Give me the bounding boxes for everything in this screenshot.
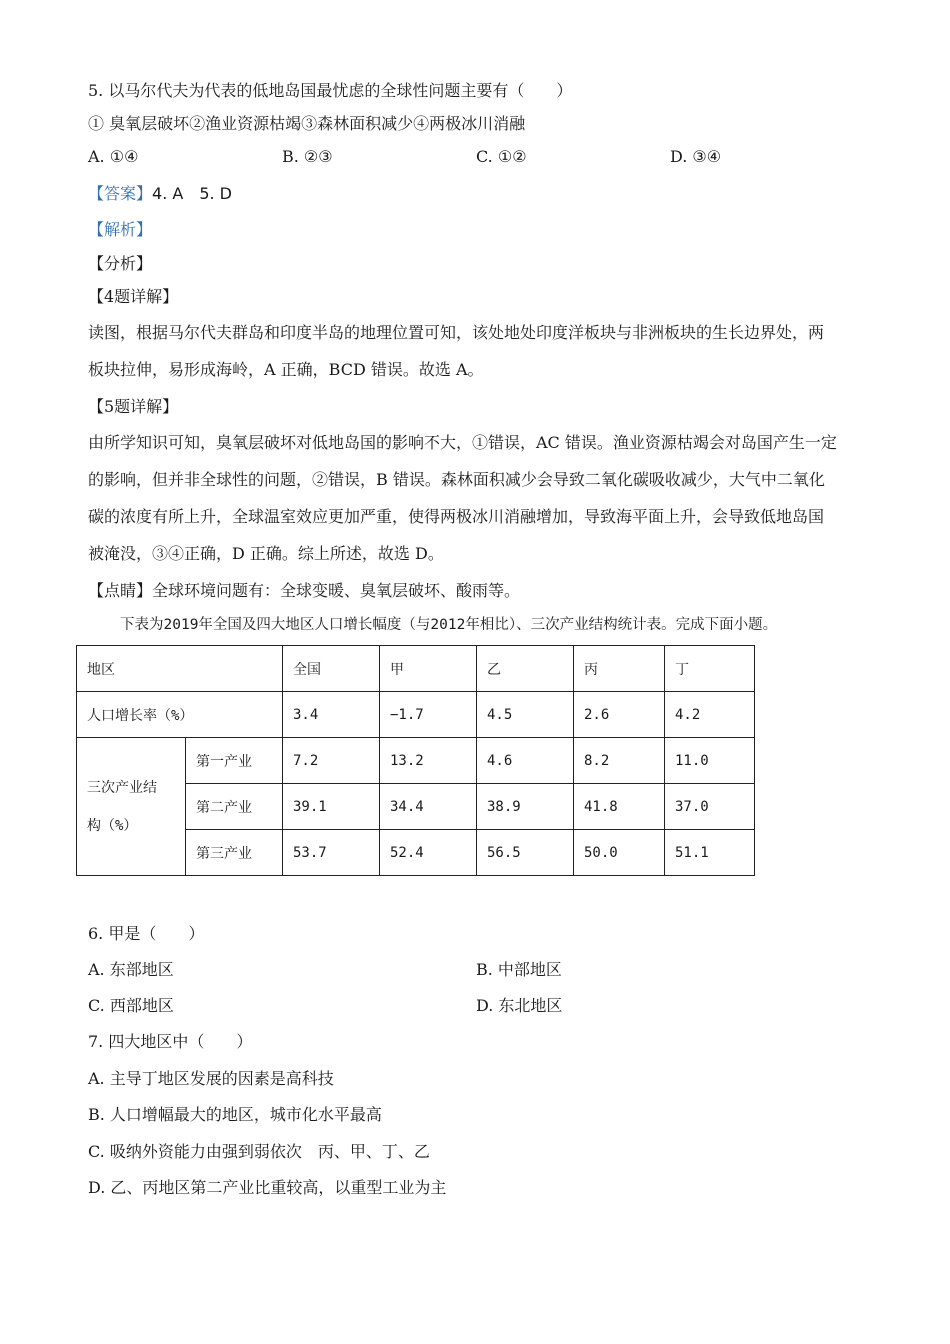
q5-option-c: C. ①② bbox=[476, 147, 527, 166]
row-label: 人口增长率（%） bbox=[77, 692, 283, 738]
q7-option-c: C. 吸纳外资能力由强到弱依次 丙、甲、丁、乙 bbox=[88, 1142, 430, 1161]
table-row-primary bbox=[77, 738, 755, 784]
table-cell: 4.5 bbox=[477, 692, 574, 738]
answer-line bbox=[88, 183, 232, 205]
q4-detail-line-1: 读图，根据马尔代夫群岛和印度半岛的地理位置可知，该处地处印度洋板块与非洲板块的生长边界处，两 bbox=[88, 323, 825, 342]
header-cell: 甲 bbox=[380, 646, 477, 692]
header-cell: 丙 bbox=[574, 646, 665, 692]
q7-option-b: B. 人口增幅最大的地区，城市化水平最高 bbox=[88, 1105, 382, 1124]
q5-items: ① 臭氧层破坏②渔业资源枯竭③森林面积减少④两极冰川消融 bbox=[88, 114, 526, 133]
table-intro: 下表为2019年全国及四大地区人口增长幅度（与2012年相比）、三次产业结构统计表。完成下面小题。 bbox=[120, 617, 778, 633]
q6-option-a: A. 东部地区 bbox=[88, 960, 174, 979]
q5-detail-line-1: 由所学知识可知，臭氧层破坏对低地岛国的影响不大，①错误，AC 错误。渔业资源枯竭会对岛国产生一定 bbox=[88, 433, 837, 452]
q5-detail-heading: 【5题详解】 bbox=[88, 397, 179, 416]
row-label: 第三产业 bbox=[186, 830, 283, 876]
q5-stem: 5. 以马尔代夫为代表的低地岛国最忧虑的全球性问题主要有（ ） bbox=[88, 81, 573, 100]
table-cell: 8.2 bbox=[574, 738, 665, 784]
table-cell: 39.1 bbox=[283, 784, 380, 830]
table-cell: 41.8 bbox=[574, 784, 665, 830]
table-cell: 7.2 bbox=[283, 738, 380, 784]
answer-tag: 【答案】 bbox=[88, 184, 153, 203]
table-cell: 37.0 bbox=[665, 784, 755, 830]
q5-detail-line-2: 的影响，但并非全球性的问题，②错误，B 错误。森林面积减少会导致二氧化碳吸收减少，大气中二氧化 bbox=[88, 470, 825, 489]
table-cell: 52.4 bbox=[380, 830, 477, 876]
q5-option-a: A. ①④ bbox=[88, 147, 139, 166]
q5-option-d: D. ③④ bbox=[670, 147, 722, 166]
table-cell: 34.4 bbox=[380, 784, 477, 830]
header-cell: 全国 bbox=[283, 646, 380, 692]
q6-option-c: C. 西部地区 bbox=[88, 996, 174, 1015]
q4-detail-heading: 【4题详解】 bbox=[88, 287, 179, 306]
table-cell: 50.0 bbox=[574, 830, 665, 876]
table-header-row bbox=[77, 646, 755, 692]
row-label: 第二产业 bbox=[186, 784, 283, 830]
analysis-tag: 【解析】 bbox=[88, 220, 153, 239]
table-cell: 4.6 bbox=[477, 738, 574, 784]
answer-text: 4. A 5. D bbox=[152, 184, 232, 203]
q5-option-b: B. ②③ bbox=[282, 147, 333, 166]
fenxi-heading: 【分析】 bbox=[88, 254, 153, 273]
q5-detail-line-4: 被淹没，③④正确，D 正确。综上所述，故选 D。 bbox=[88, 544, 444, 563]
table-cell: 38.9 bbox=[477, 784, 574, 830]
q4-detail-line-2: 板块拉伸，易形成海岭，A 正确，BCD 错误。故选 A。 bbox=[88, 360, 484, 379]
header-cell: 地区 bbox=[77, 646, 283, 692]
statistics-table bbox=[76, 645, 755, 876]
struct-label-line-2: 构（%） bbox=[87, 817, 138, 834]
q7-option-a: A. 主导丁地区发展的因素是高科技 bbox=[88, 1069, 334, 1088]
q7-stem: 7. 四大地区中（ ） bbox=[88, 1032, 253, 1051]
table-cell: 2.6 bbox=[574, 692, 665, 738]
table-cell: 51.1 bbox=[665, 830, 755, 876]
q7-option-d: D. 乙、丙地区第二产业比重较高，以重型工业为主 bbox=[88, 1178, 447, 1197]
q6-option-b: B. 中部地区 bbox=[476, 960, 562, 979]
q6-stem: 6. 甲是（ ） bbox=[88, 924, 205, 943]
table-cell: −1.7 bbox=[380, 692, 477, 738]
q6-option-d: D. 东北地区 bbox=[476, 996, 563, 1015]
q5-detail-line-3: 碳的浓度有所上升，全球温室效应更加严重，使得两极冰川消融增加，导致海平面上升，会导致低地岛国 bbox=[88, 507, 825, 526]
table-cell: 53.7 bbox=[283, 830, 380, 876]
table-cell: 4.2 bbox=[665, 692, 755, 738]
struct-label-line-1: 三次产业结 bbox=[87, 779, 157, 796]
tip-line: 【点睛】全球环境问题有：全球变暖、臭氧层破坏、酸雨等。 bbox=[88, 581, 521, 600]
header-cell: 乙 bbox=[477, 646, 574, 692]
row-label: 第一产业 bbox=[186, 738, 283, 784]
table-cell: 56.5 bbox=[477, 830, 574, 876]
table-cell: 13.2 bbox=[380, 738, 477, 784]
struct-label bbox=[77, 738, 186, 876]
table-row-population bbox=[77, 692, 755, 738]
header-cell: 丁 bbox=[665, 646, 755, 692]
table-cell: 3.4 bbox=[283, 692, 380, 738]
table-cell: 11.0 bbox=[665, 738, 755, 784]
